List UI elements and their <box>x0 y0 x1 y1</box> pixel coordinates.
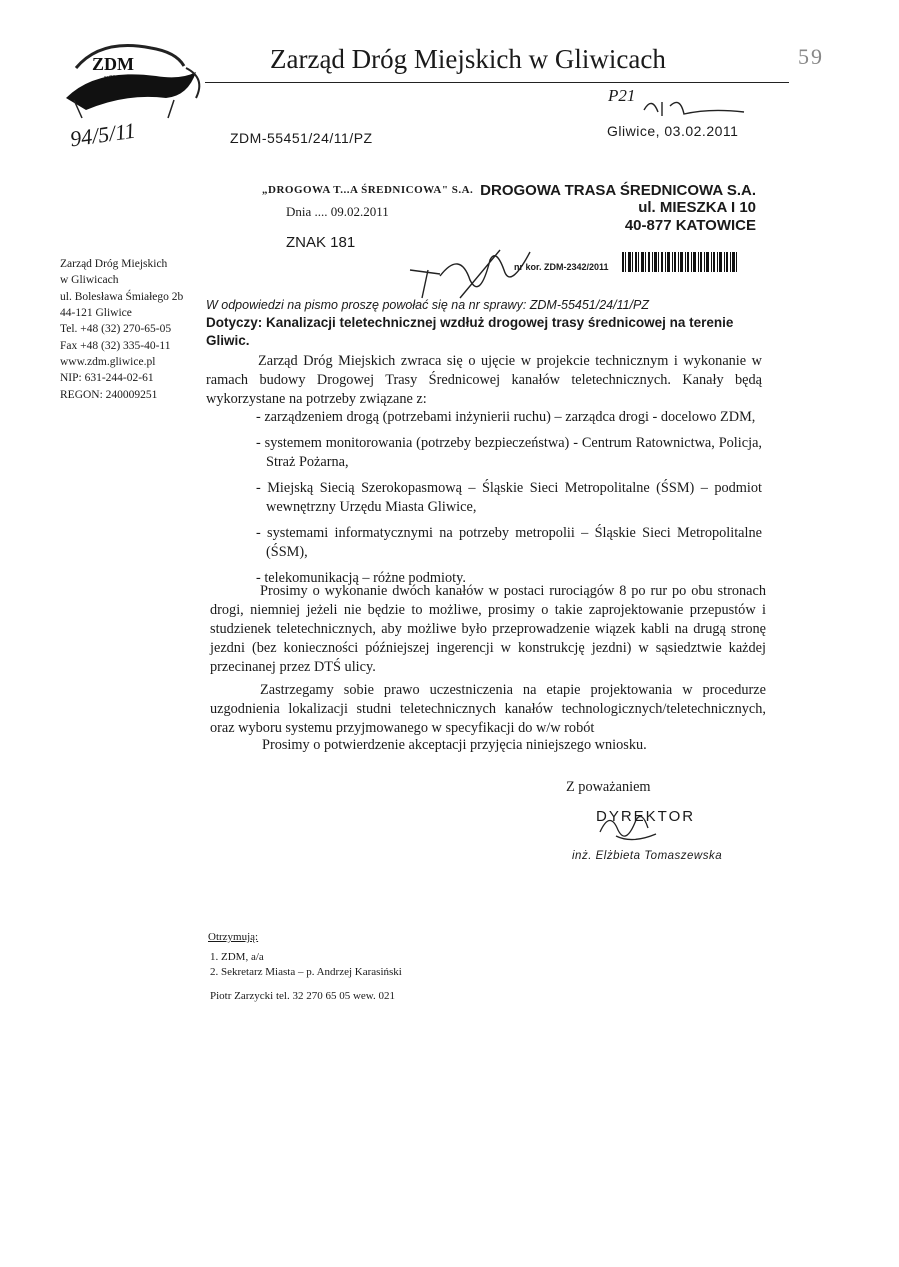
handwritten-scribble <box>640 92 750 122</box>
recipient-street: ul. MIESZKA I 10 <box>638 199 756 216</box>
reply-note: W odpowiedzi na pismo proszę powołać się na nr sprawy: ZDM-55451/24/11/PZ <box>206 298 650 312</box>
signatory-name: inż. Elżbieta Tomaszewska <box>572 850 723 862</box>
body-paragraph-confirmation: Prosimy o potwierdzenie akceptacji przyjęcia niniejszego wniosku. <box>262 737 647 753</box>
sender-fax: Fax +48 (32) 335-40-11 <box>60 339 171 352</box>
handwritten-date: 94/5/11 <box>68 117 137 152</box>
sender-phone: Tel. +48 (32) 270-65-05 <box>60 323 172 336</box>
header-rule <box>205 82 789 83</box>
reference-number: ZDM-55451/24/11/PZ <box>230 130 373 146</box>
sender-line: 44-121 Gliwice <box>60 306 132 319</box>
needs-list <box>256 408 762 595</box>
handwritten-signature <box>596 806 676 846</box>
list-item: - systemami informatycznymi na potrzeby metropolii – Śląskie Sieci Metropolitalne (ŚSM), <box>256 525 762 560</box>
sender-line: ul. Bolesława Śmiałego 2b <box>60 290 184 303</box>
list-item: - systemem monitorowania (potrzeby bezpieczeństwa) - Centrum Ratownictwa, Policja, Straż Pożarna, <box>256 435 762 470</box>
body-intro: Zarząd Dróg Miejskich zwraca się o ujęcie w projekcie technicznym i wykonanie w ramach budowy Drogowej Trasy Średnicowej kanałów teletechnicznych. Kanały będą wykorzystane na potrzeby związane z: <box>206 353 762 407</box>
signature-title: DYREKTOR <box>596 808 696 825</box>
list-item: - zarządzeniem drogą (potrzebami inżynierii ruchu) – zarządca drogi - docelowo ZDM, <box>256 409 756 425</box>
sender-nip: NIP: 631-244-02-61 <box>60 372 154 385</box>
list-item: - telekomunikacją – różne podmioty. <box>256 570 466 586</box>
subject-line: Dotyczy: Kanalizacji teletechnicznej wzdłuż drogowej trasy średnicowej na terenie Gliwic. <box>206 315 734 349</box>
recipients-label: Otrzymują: <box>208 931 259 943</box>
list-item: - Miejską Siecią Szerokopasmową – Śląskie Sieci Metropolitalne (ŚSM) – podmiot wewnętrzny Urzędu Miasta Gliwice, <box>256 480 762 515</box>
recipient-city: 40-877 KATOWICE <box>624 217 756 234</box>
stamp-znak: ZNAK 181 <box>286 234 356 251</box>
stamp-company: „DROGOWA T...A ŚREDNICOWA" S.A. <box>262 184 474 196</box>
stamp-date: Dnia .... 09.02.2011 <box>286 204 389 219</box>
sender-address-block <box>60 256 210 403</box>
body-paragraph-reservation: Zastrzegamy sobie prawo uczestniczenia na etapie projektowania w procedurze uzgodnienia lokalizacji studni teletechnicznych kanałów technologicznych/teletechnicznych, oraz wyboru systemu przyjmowanego w specyfikacji do w/w robót <box>210 682 766 736</box>
zdm-logo <box>56 38 206 128</box>
recipients-list <box>210 950 402 981</box>
handwritten-note: P21 <box>608 86 636 105</box>
org-title: Zarząd Dróg Miejskich w Gliwicach <box>270 44 666 74</box>
logo-text: ZDM <box>92 54 134 74</box>
sender-website: www.zdm.gliwice.pl <box>60 355 156 368</box>
page-number: 59 <box>798 44 824 69</box>
place-date: Gliwice, 03.02.2011 <box>607 123 739 139</box>
barcode <box>622 252 737 272</box>
logo-subtext: w Gliwicach <box>104 75 131 81</box>
correspondence-number: nr kor. ZDM-2342/2011 <box>514 262 609 272</box>
closing: Z poważaniem <box>566 779 651 795</box>
recipient-name: DROGOWA TRASA ŚREDNICOWA S.A. <box>480 182 756 199</box>
list-item: 2. Sekretarz Miasta – p. Andrzej Karasiński <box>210 966 402 979</box>
body-paragraph-request: Prosimy o wykonanie dwóch kanałów w postaci rurociągów 8 po rur po obu stronach drogi, niemniej jeżeli nie będzie to możliwe, prosimy o takie zaprojektowanie przepustów i studzienek teletechnicznych, aby możliwe było przeprowadzenie wiązek kabli na drugą stronę jezdni (bez konieczności późniejszej ingerencji w konstrukcję jezdni) w sąsiedztwie każdej przecinanej przez DTŚ ulicy. <box>210 583 766 675</box>
sender-regon: REGON: 240009251 <box>60 388 158 401</box>
sender-line: Zarząd Dróg Miejskich <box>60 258 168 270</box>
sender-line: w Gliwicach <box>60 274 119 287</box>
contact-person: Piotr Zarzycki tel. 32 270 65 05 wew. 021 <box>210 990 396 1002</box>
list-item: 1. ZDM, a/a <box>210 951 264 963</box>
